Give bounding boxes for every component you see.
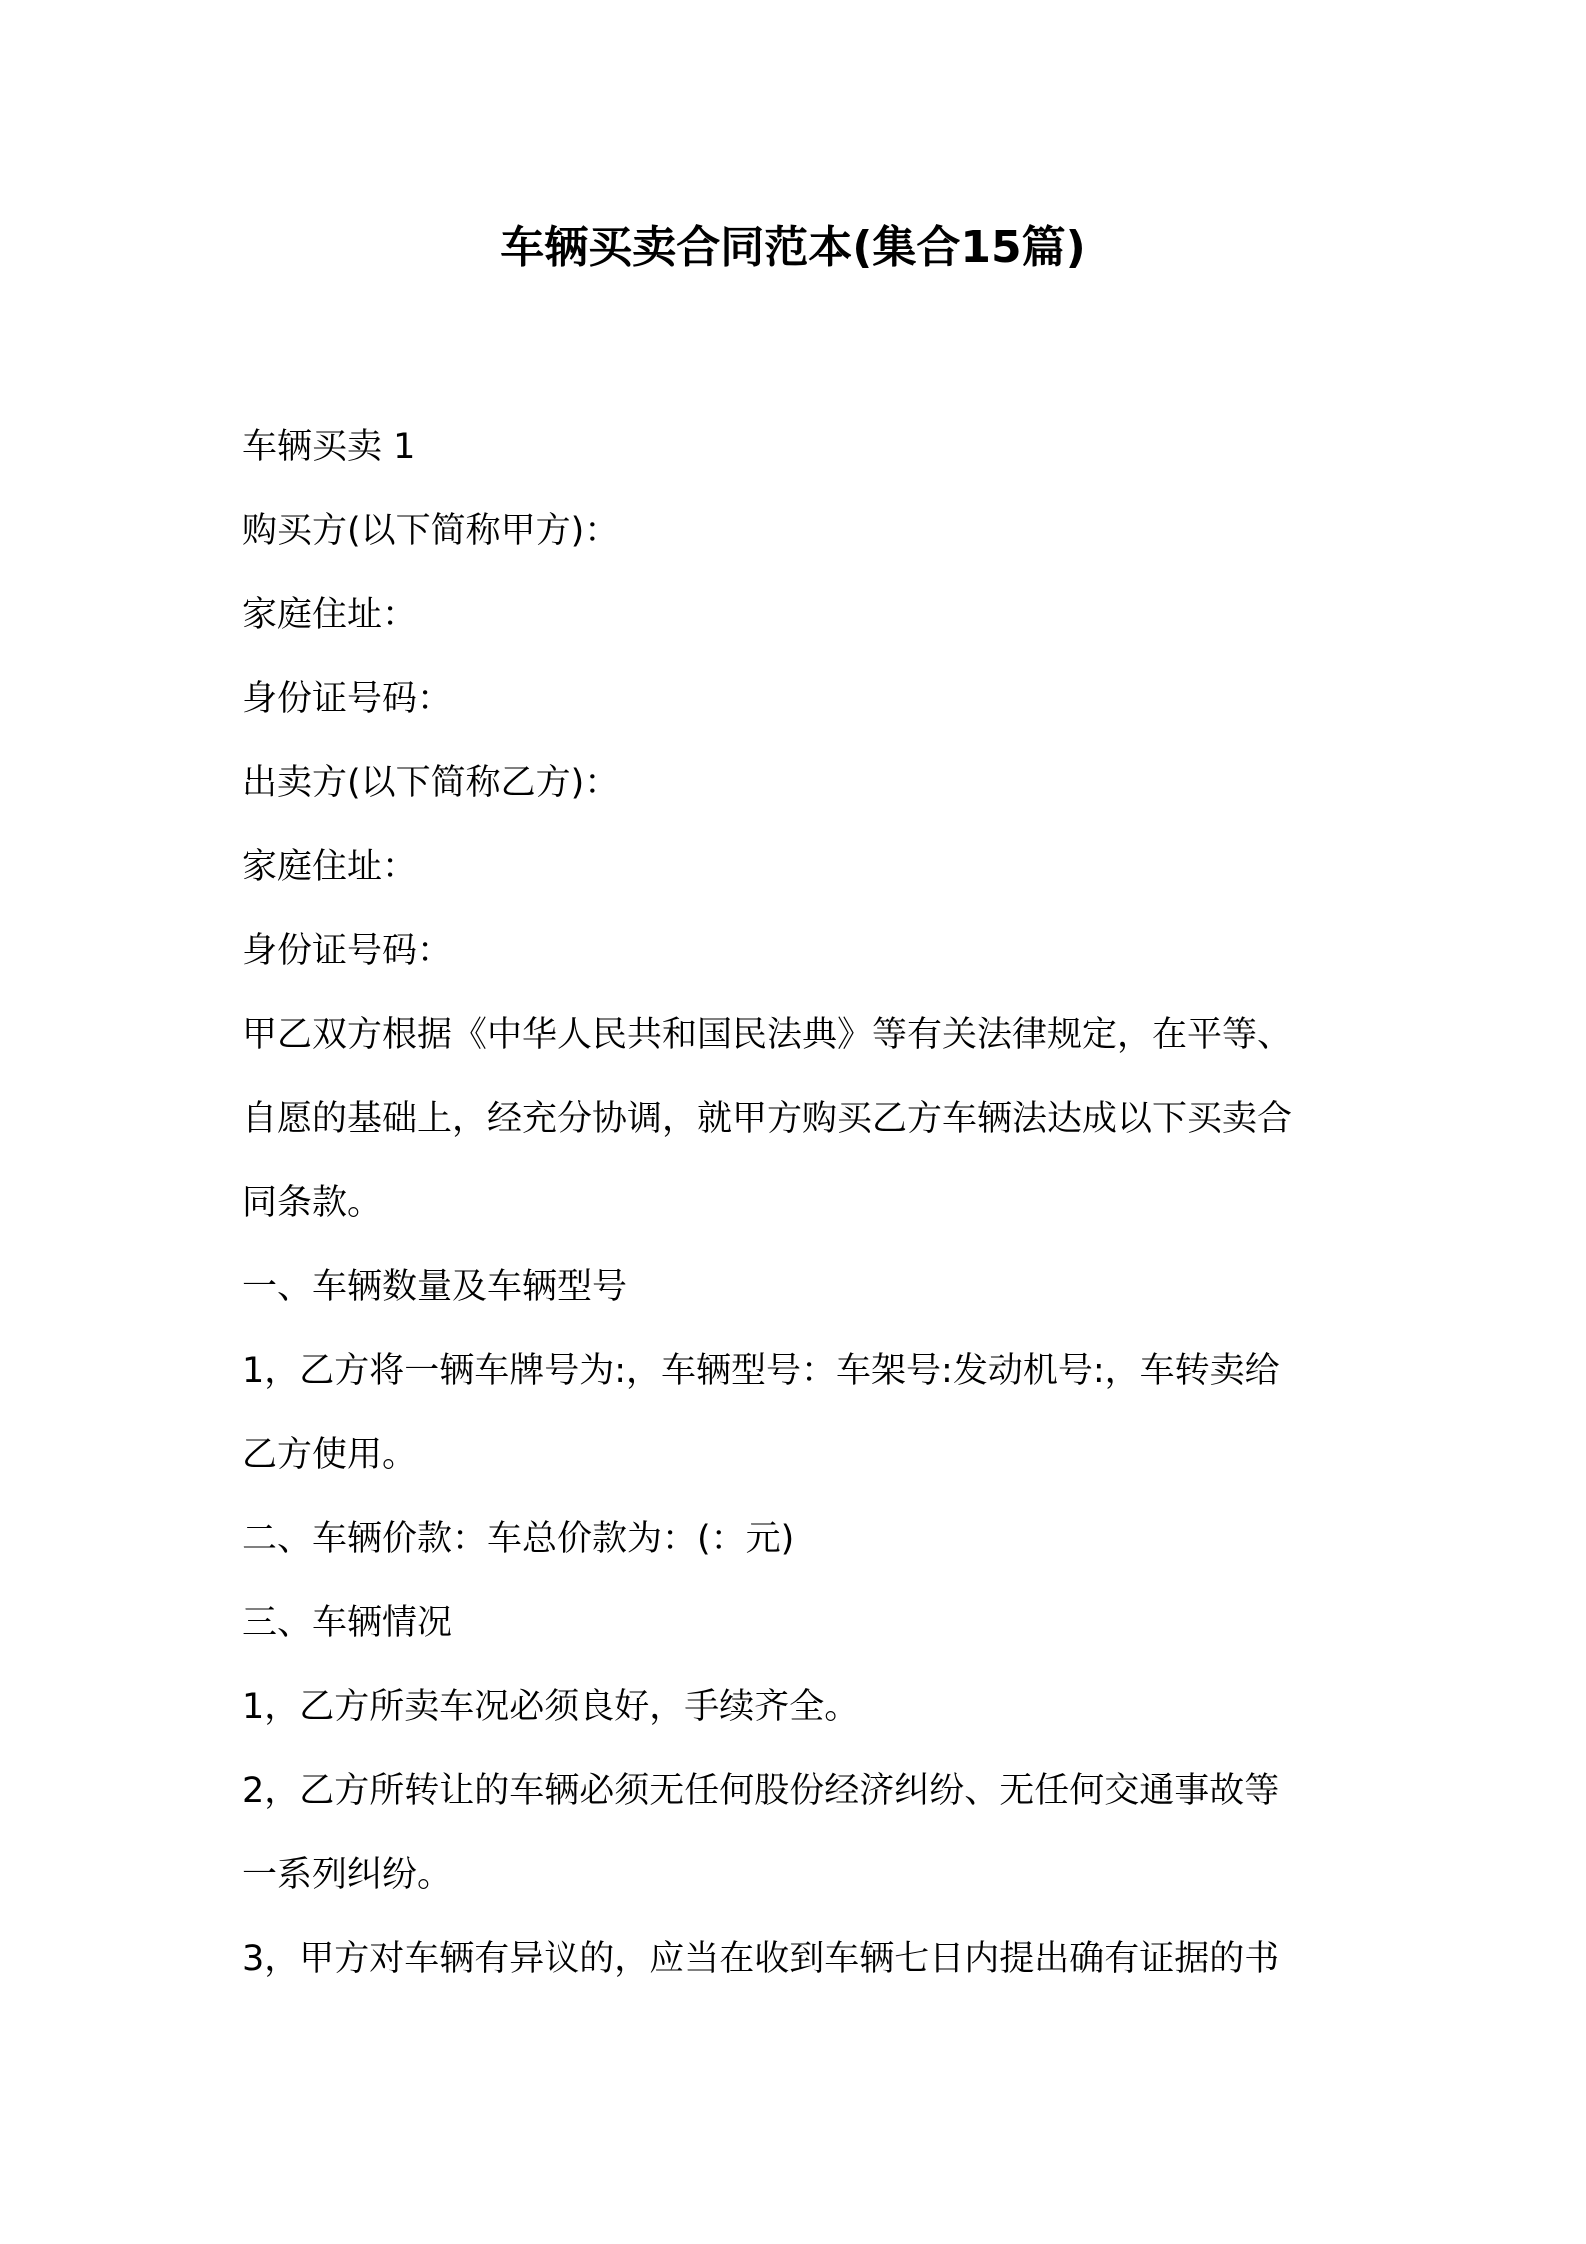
- clause-item: 乙方使用。: [242, 1435, 418, 1475]
- paragraph-line: 甲乙双方根据《中华人民共和国民法典》等有关法律规定，在平等、: [242, 1015, 1293, 1055]
- buyer-address-label: 家庭住址：: [242, 595, 418, 635]
- clause-item: 1，乙方将一辆车牌号为:，车辆型号：车架号:发动机号:，车转卖给: [242, 1351, 1280, 1391]
- document-title: 车辆买卖合同范本(集合15篇): [500, 222, 1086, 273]
- clause-item: 3，甲方对车辆有异议的，应当在收到车辆七日内提出确有证据的书: [242, 1939, 1280, 1979]
- section-heading: 车辆买卖 1: [242, 427, 416, 467]
- clause-item: 2，乙方所转让的车辆必须无任何股份经济纠纷、无任何交通事故等: [242, 1771, 1280, 1811]
- clause-heading: 二、车辆价款：车总价款为：(：元): [242, 1519, 795, 1559]
- document-body: [242, 405, 1352, 2001]
- clause-heading: 三、车辆情况: [242, 1603, 453, 1643]
- seller-id-label: 身份证号码：: [242, 931, 453, 971]
- clause-item: 1，乙方所卖车况必须良好，手续齐全。: [242, 1687, 860, 1727]
- buyer-label: 购买方(以下简称甲方)：: [242, 511, 620, 551]
- paragraph-line: 自愿的基础上，经充分协调，就甲方购买乙方车辆法达成以下买卖合: [242, 1099, 1293, 1139]
- paragraph-line: 同条款。: [242, 1183, 383, 1223]
- buyer-id-label: 身份证号码：: [242, 679, 453, 719]
- clause-item: 一系列纠纷。: [242, 1855, 453, 1895]
- seller-address-label: 家庭住址：: [242, 847, 418, 887]
- clause-heading: 一、车辆数量及车辆型号: [242, 1267, 628, 1307]
- seller-label: 出卖方(以下简称乙方)：: [242, 763, 620, 803]
